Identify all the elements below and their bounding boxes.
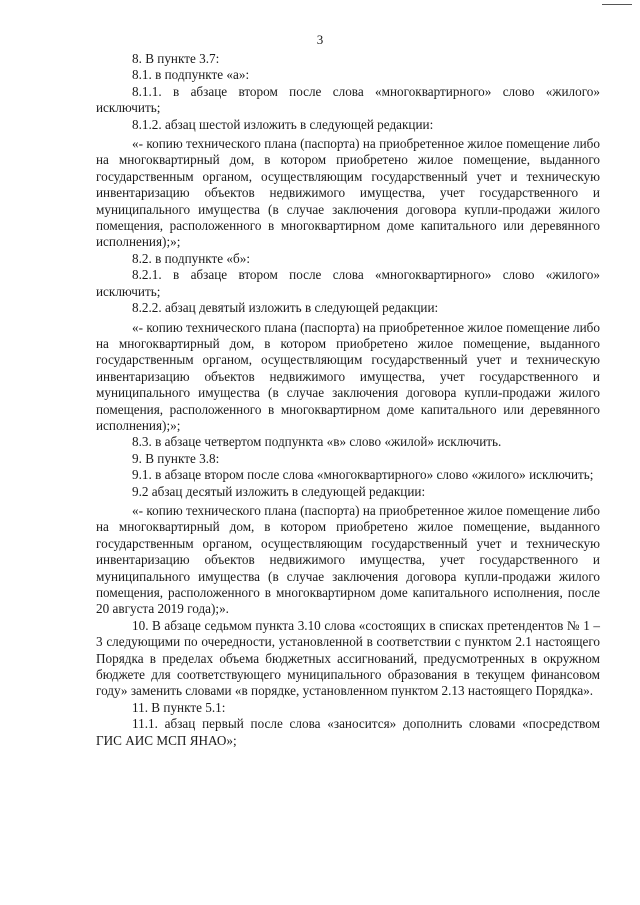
paragraph-9-2: 9.2 абзац десятый изложить в следующей редакции:	[132, 483, 426, 499]
quoted-paragraph-3: «- копию технического плана (паспорта) на приобретенное жилое помещение либо на многоквартирный дом, в котором приобретено жилое помещение, выданного государственным органом, осуществляющим государственный учет и техническую инвентаризацию объектов недвижимого имущества, учет государственного и муниципального имущества (в случае заключения договора купли-продажи жилого помещения, расположенного в многоквартирном доме капитального исполнения, после 20 августа 2019 года);».	[96, 502, 600, 617]
paragraph-11-1: 11.1. абзац первый после слова «заносится» дополнить словами «посредством ГИС АИС МСП ЯНАО»;	[96, 716, 600, 748]
paragraph-8-3: 8.3. в абзаце четвертом подпункта «в» слово «жилой» исключить.	[132, 434, 502, 450]
quoted-paragraph-1: «- копию технического плана (паспорта) на приобретенное жилое помещение либо на многоквартирный дом, в котором приобретено жилое помещение, выданного государственным органом, осуществляющим государственный учет и техническую инвентаризацию объектов недвижимого имущества, учет государственного и муниципального имущества (в случае заключения договора купли-продажи жилого помещения, расположенного в многоквартирном доме капитального или деревянного исполнения);»;	[96, 136, 600, 250]
paragraph-8: 8. В пункте 3.7:	[132, 51, 220, 66]
paragraph-8-2: 8.2. в подпункте «б»:	[132, 250, 250, 266]
paragraph-8-1-1: 8.1.1. в абзаце втором после слова «многоквартирного» слово «жилого» исключить;	[96, 83, 600, 116]
corner-mark	[602, 4, 632, 5]
document-body	[96, 51, 600, 749]
quoted-paragraph-2: «- копию технического плана (паспорта) на приобретенное жилое помещение либо на многоквартирный дом, в котором приобретено жилое помещение, выданного государственным органом, осуществляющим государственный учет и техническую инвентаризацию объектов недвижимого имущества, учет государственного и муниципального имущества (в случае заключения договора купли-продажи жилого помещения, расположенного в многоквартирном доме капитального или деревянного исполнения);»;	[96, 319, 600, 433]
paragraph-8-1-2: 8.1.2. абзац шестой изложить в следующей редакции:	[132, 116, 434, 132]
paragraph-11: 11. В пункте 5.1:	[132, 699, 226, 715]
paragraph-10: 10. В абзаце седьмом пункта 3.10 слова «состоящих в списках претендентов № 1 – 3 следующими по очередности, установленной в соответствии с пунктом 2.1 настоящего Порядка в пределах объема бюджетных ассигнований, предусмотренных в окружном бюджете для соответствующего муниципального образования в текущем финансовом году» заменить словами «в порядке, установленном пунктом 2.13 настоящего Порядка».	[96, 617, 600, 699]
paragraph-9: 9. В пункте 3.8:	[132, 450, 220, 466]
paragraph-8-1: 8.1. в подпункте «а»:	[132, 67, 250, 83]
paragraph-8-2-2: 8.2.2. абзац девятый изложить в следующей редакции:	[132, 300, 439, 316]
paragraph-9-1: 9.1. в абзаце втором после слова «многоквартирного» слово «жилого» исключить;	[132, 467, 594, 483]
paragraph-8-2-1: 8.2.1. в абзаце втором после слова «многоквартирного» слово «жилого» исключить;	[96, 267, 600, 299]
page-number: 3	[316, 32, 324, 47]
